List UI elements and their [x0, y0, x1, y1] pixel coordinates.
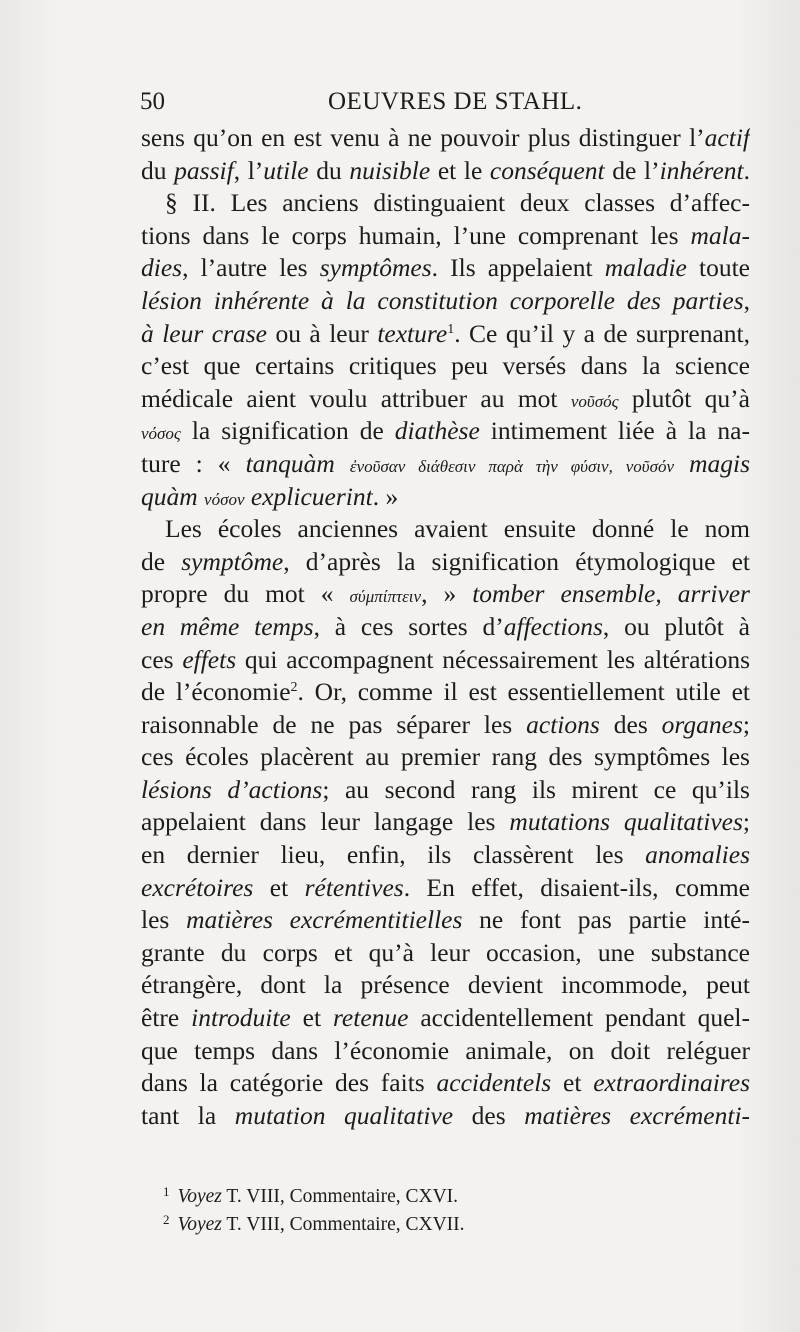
text-run: à leur crase	[141, 318, 267, 348]
footnote-ref[interactable]: 2	[290, 680, 298, 696]
text-run: des	[599, 709, 662, 739]
text-run: c’est que certains critiques peu versés dans la science	[141, 351, 750, 381]
text-run: maladie	[604, 253, 687, 283]
text-run: raisonnable de ne pas séparer les	[141, 709, 527, 739]
text-line	[141, 1002, 750, 1035]
text-line	[141, 546, 750, 579]
text-run: explicuerint	[250, 481, 373, 511]
page-header	[140, 88, 750, 122]
text-run: actions	[526, 709, 600, 739]
text-run: et	[253, 872, 305, 902]
text-run: que temps dans l’économie animale, on doit reléguer	[141, 1035, 750, 1065]
text-run: rétentives	[304, 872, 404, 902]
text-line	[141, 578, 750, 611]
text-run: de	[141, 546, 182, 576]
text-line	[141, 872, 750, 905]
text-run: du	[141, 155, 175, 185]
text-run: ;	[742, 807, 750, 837]
footnotes	[163, 1178, 750, 1234]
text-run	[335, 449, 350, 478]
text-run: ;	[742, 709, 750, 739]
footnote-text: T. VIII, Commentaire, CXVII.	[221, 1214, 465, 1235]
text-run: tomber ensemble, arriver	[472, 579, 750, 609]
text-run: nuisible	[349, 155, 431, 185]
text-run: texture	[377, 318, 448, 348]
text-line	[141, 904, 750, 937]
text-run: . »	[372, 481, 399, 511]
text-run: ces	[141, 644, 183, 674]
text-line	[141, 155, 750, 188]
text-run: , »	[421, 579, 473, 609]
text-run: ture : «	[141, 448, 246, 478]
text-run: , ou plutôt à	[602, 611, 750, 641]
footnote	[163, 1178, 750, 1206]
text-run: et le	[430, 155, 490, 185]
text-line	[141, 611, 750, 644]
greek-text: νοῦσός	[570, 391, 619, 411]
text-run: la signification de	[180, 416, 395, 446]
running-title: OEUVRES DE STAHL.	[328, 88, 583, 115]
text-run: excrétoires	[141, 872, 254, 902]
text-line	[141, 937, 750, 970]
text-run: être	[141, 1003, 192, 1033]
text-line	[141, 1035, 750, 1068]
greek-text: ἐνοῦσαν διάθεσιν παρὰ τὴν φύσιν, νοῦσόν	[349, 456, 675, 476]
text-run: . Ils appelaient	[431, 253, 605, 283]
greek-text: νόσος	[141, 424, 181, 444]
text-run: en même temps	[141, 611, 314, 641]
text-run: diathèse	[394, 416, 480, 446]
text-run: .	[743, 155, 750, 185]
text-run: intimement liée à la na-	[479, 416, 750, 446]
text-run: matières excrémenti-	[524, 1100, 750, 1130]
text-run: organes	[661, 709, 743, 739]
text-run: . Ce qu’il y a de surprenant,	[454, 318, 750, 348]
text-line	[141, 1067, 750, 1100]
text-run: lésion inhérente à la constitution corporelle des parties	[141, 285, 744, 315]
footnote	[163, 1206, 750, 1234]
text-run: appelaient dans leur langage les	[141, 807, 510, 837]
text-run: mutations qualitatives	[509, 807, 743, 837]
footnote-ref[interactable]: 1	[447, 321, 455, 337]
text-run: ou à leur	[267, 318, 378, 348]
text-run: , d’après la signification étymologique et	[283, 546, 750, 576]
text-line	[141, 448, 750, 481]
text-run: actif	[704, 123, 750, 152]
text-run: ces écoles placèrent au premier rang des symptômes les	[141, 742, 750, 772]
page-number: 50	[140, 88, 165, 115]
text-run	[674, 449, 689, 478]
text-run: , à ces sortes d’	[313, 611, 504, 641]
text-line	[141, 481, 750, 514]
text-run: utile	[263, 155, 309, 185]
text-run: . En effet, disaient-ils, comme	[403, 872, 750, 902]
text-run: mutation qualitative	[234, 1100, 454, 1130]
text-line	[141, 513, 750, 546]
text-run: dans la catégorie des faits	[141, 1068, 437, 1098]
text-line	[141, 122, 750, 155]
text-run: , l’autre les	[182, 253, 320, 283]
text-line	[141, 969, 750, 1002]
text-run: grante du corps et qu’à leur occasion, une substance	[141, 937, 750, 967]
text-line	[141, 644, 750, 677]
text-line	[141, 774, 750, 807]
footnote-text: T. VIII, Commentaire, CXVI.	[221, 1186, 459, 1207]
text-run: de l’	[604, 155, 660, 185]
text-run: anomalies	[645, 840, 750, 870]
text-run: extraordinaires	[593, 1068, 750, 1098]
text-run: tant la	[141, 1100, 235, 1130]
text-run: accidentels	[436, 1068, 552, 1098]
text-run: passif	[174, 155, 234, 185]
text-run: ,	[743, 285, 750, 315]
text-run: inhérent	[659, 155, 744, 185]
text-run: et	[290, 1003, 333, 1033]
text-run: . Or, comme il est essentiellement utile et	[297, 677, 750, 707]
text-run: accidentellement pendant quel-	[408, 1003, 750, 1033]
text-run: médicale aient voulu attribuer au mot	[141, 383, 571, 413]
text-run: retenue	[332, 1003, 409, 1033]
text-run: tanquàm	[245, 448, 335, 478]
text-line	[141, 383, 750, 416]
text-run: conséquent	[489, 155, 605, 185]
footnote-mark: 1	[163, 1184, 170, 1199]
footnote-label: Voyez	[177, 1214, 222, 1235]
text-run: symptômes	[319, 253, 432, 283]
text-line	[141, 350, 750, 383]
text-run: toute	[686, 253, 750, 283]
text-run: matières excrémentitielles	[186, 905, 463, 935]
greek-text: σύμπίπτειν	[349, 587, 422, 607]
text-run: mala-	[690, 220, 750, 250]
greek-text: νόσον	[204, 489, 245, 509]
text-run: étrangère, dont la présence devient incommode, peut	[141, 970, 750, 1000]
footnote-mark: 2	[163, 1212, 170, 1227]
text-line	[141, 806, 750, 839]
text-run: dies	[141, 253, 183, 283]
text-run: affections	[503, 611, 603, 641]
text-run: § II. Les anciens distinguaient deux classes d’affec-	[165, 188, 750, 218]
text-line	[141, 676, 750, 709]
text-run: effets	[182, 644, 237, 674]
text-run: en dernier lieu, enfin, ils classèrent les	[141, 840, 646, 870]
text-line	[141, 220, 750, 253]
footnote-label: Voyez	[177, 1186, 222, 1207]
text-run: Les écoles anciennes avaient ensuite donné le nom	[165, 514, 750, 544]
text-line	[141, 187, 750, 220]
text-run: plutôt qu’à	[618, 383, 750, 413]
text-run: ; au second rang ils mirent ce qu’ils	[322, 774, 750, 804]
text-run: magis	[689, 448, 750, 478]
text-run: les	[141, 905, 187, 935]
text-run: , l’	[233, 155, 264, 185]
text-run: et	[551, 1068, 594, 1098]
body-text	[141, 122, 750, 1132]
text-run: du	[308, 155, 350, 185]
text-line	[141, 415, 750, 448]
text-run: de l’économie	[141, 677, 291, 707]
text-run: tions dans le corps humain, l’une comprenant les	[141, 220, 691, 250]
text-line	[141, 709, 750, 742]
text-line	[141, 741, 750, 774]
text-run: sens qu’on en est venu à ne pouvoir plus distinguer l’	[141, 123, 705, 152]
text-run: introduite	[191, 1003, 291, 1033]
text-line	[141, 318, 750, 351]
text-line	[141, 1100, 750, 1133]
text-run: ne font pas partie inté-	[462, 905, 750, 935]
text-line	[141, 285, 750, 318]
text-run: quàm	[141, 481, 198, 511]
text-line	[141, 252, 750, 285]
text-run: symptôme	[181, 546, 284, 576]
text-run: lésions d’actions	[141, 774, 323, 804]
text-run: propre du mot «	[141, 579, 350, 609]
text-line	[141, 839, 750, 872]
text-run: qui accompagnent nécessairement les altérations	[236, 644, 750, 674]
text-run: des	[453, 1100, 525, 1130]
